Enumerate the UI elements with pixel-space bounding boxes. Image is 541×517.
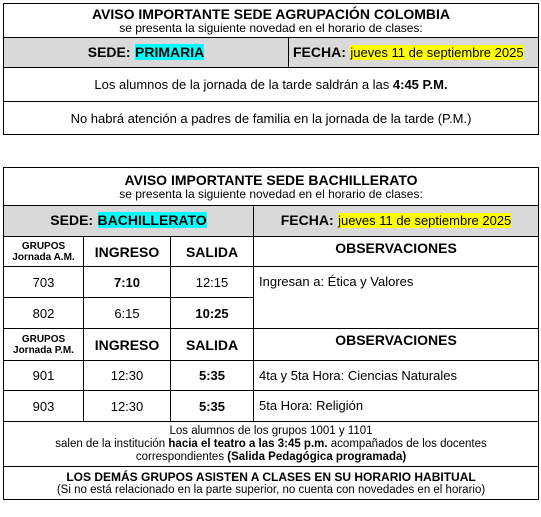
ingreso-cell: 12:30 <box>84 361 171 391</box>
note-subtitle: (Si no está relacionado en la parte superior, no cuenta con novedades en el horario) <box>56 483 486 496</box>
sede-value: PRIMARIA <box>135 43 205 60</box>
jornada-label: Jornada P.M. <box>13 344 74 356</box>
note-bold: hacia el teatro a las 3:45 p.m. <box>168 437 328 450</box>
pm-obs-header: OBSERVACIONES <box>254 329 539 361</box>
grupo-cell: 901 <box>4 361 84 391</box>
bachillerato-fecha-cell <box>254 206 539 237</box>
groups-header-label: GRUPOS <box>21 240 66 252</box>
salida-cell: 5:35 <box>171 361 254 391</box>
bachillerato-sede-cell <box>4 206 254 237</box>
primaria-line1-text: Los alumnos de la jornada de la tarde saldrán a las <box>94 77 393 92</box>
salida-pedagogica-note <box>4 422 539 467</box>
primaria-header <box>4 4 539 38</box>
obs-cell: Ingresan a: Ética y Valores <box>254 267 539 329</box>
jornada-label: Jornada A.M. <box>12 251 75 263</box>
groups-header-label: GRUPOS <box>21 333 66 345</box>
primaria-subtitle: se presenta la siguiente novedad en el horario de clases: <box>119 20 423 35</box>
primaria-line1 <box>4 68 539 102</box>
primaria-title: AVISO IMPORTANTE SEDE AGRUPACIÓN COLOMBIA <box>91 5 451 22</box>
fecha-label: FECHA: <box>280 212 334 228</box>
note-text: correspondientes <box>135 450 228 463</box>
ingreso-cell: 12:30 <box>84 391 171 422</box>
fecha-value: jueves 11 de septiembre 2025 <box>350 44 524 60</box>
primaria-fecha-cell <box>289 38 539 68</box>
table-row <box>4 391 539 422</box>
note-line <box>4 451 538 464</box>
ingreso-cell: 7:10 <box>84 267 171 298</box>
salida-cell: 10:25 <box>171 298 254 329</box>
primaria-line2: No habrá atención a padres de familia en la jornada de la tarde (P.M.) <box>4 102 539 135</box>
sede-label: SEDE: <box>50 212 94 228</box>
bachillerato-title: AVISO IMPORTANTE SEDE BACHILLERATO <box>124 171 418 188</box>
primaria-sede-cell <box>4 38 289 68</box>
grupo-cell: 802 <box>4 298 84 329</box>
sede-label: SEDE: <box>87 43 131 60</box>
note-text: acompañados de los docentes <box>327 437 487 450</box>
grupo-cell: 903 <box>4 391 84 422</box>
obs-cell: 4ta y 5ta Hora: Ciencias Naturales <box>254 361 539 391</box>
pm-salida-header: SALIDA <box>171 329 254 361</box>
primaria-line1-time: 4:45 P.M. <box>392 77 448 92</box>
bachillerato-notice <box>3 167 539 500</box>
fecha-label: FECHA: <box>293 43 346 60</box>
salida-cell: 5:35 <box>171 391 254 422</box>
ingreso-cell: 6:15 <box>84 298 171 329</box>
am-ingreso-header: INGRESO <box>84 237 171 267</box>
note-line <box>4 438 538 451</box>
note-line: Los alumnos de los grupos 1001 y 1101 <box>169 424 373 437</box>
table-row <box>4 361 539 391</box>
note-bold: (Salida Pedagógica programada) <box>227 450 407 463</box>
am-groups-header <box>4 237 84 267</box>
horario-habitual-note <box>4 467 539 500</box>
note-title: LOS DEMÁS GRUPOS ASISTEN A CLASES EN SU HORARIO HABITUAL <box>66 469 476 484</box>
am-obs-header: OBSERVACIONES <box>254 237 539 267</box>
sede-value: BACHILLERATO <box>97 212 207 228</box>
primaria-notice <box>3 3 539 135</box>
grupo-cell: 703 <box>4 267 84 298</box>
table-row <box>4 267 539 298</box>
pm-groups-header <box>4 329 84 361</box>
am-salida-header: SALIDA <box>171 237 254 267</box>
bachillerato-subtitle: se presenta la siguiente novedad en el horario de clases: <box>119 186 423 201</box>
note-text: salen de la institución <box>55 437 169 450</box>
fecha-value: jueves 11 de septiembre 2025 <box>338 213 512 228</box>
bachillerato-header <box>4 168 539 206</box>
obs-cell: 5ta Hora: Religión <box>254 391 539 422</box>
salida-cell: 12:15 <box>171 267 254 298</box>
pm-ingreso-header: INGRESO <box>84 329 171 361</box>
